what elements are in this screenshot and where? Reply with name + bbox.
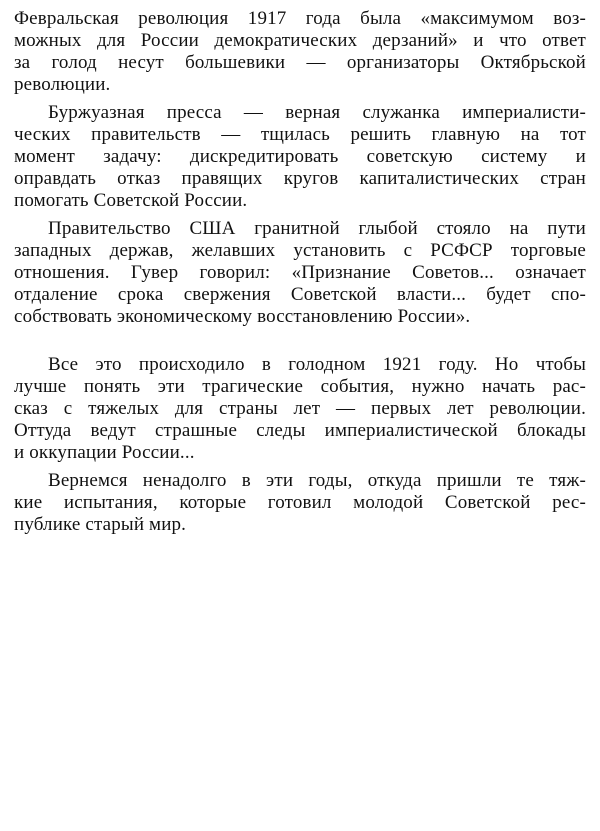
text-line: отдаление срока свержения Советской власти... будет спо- [14, 284, 586, 305]
text-line: помогать Советской России. [14, 190, 248, 211]
paragraph-us-government [14, 218, 586, 328]
text-line: лучше понять эти трагические события, нужно начать рас- [14, 376, 586, 397]
text-line: момент задачу: дискредитировать советскую систему и [14, 146, 586, 167]
text-line: собствовать экономическому восстановлению России». [14, 306, 471, 327]
text-line: можных для России демократических дерзаний» и что ответ [14, 30, 586, 51]
text-line: Вернемся ненадолго в эти годы, откуда пришли те тяж- [48, 470, 586, 491]
text-line: кие испытания, которые готовил молодой Советской рес- [14, 492, 586, 513]
text-line: западных держав, желавших установить с РСФСР торговые [14, 240, 586, 261]
section-spacer [14, 328, 586, 354]
text-line: Все это происходило в голодном 1921 году. Но чтобы [48, 354, 586, 375]
paragraph-return-to-years [14, 470, 586, 536]
text-line: оправдать отказ правящих кругов капиталистических стран [14, 168, 586, 189]
text-line: Оттуда ведут страшные следы империалистической блокады [14, 420, 586, 441]
text-line: и оккупации России... [14, 442, 195, 463]
body-text [14, 8, 586, 536]
text-line: Правительство США гранитной глыбой стояло на пути [48, 218, 586, 239]
paragraph-famine-1921 [14, 354, 586, 464]
paragraph-bourgeois-press [14, 102, 586, 212]
text-line: Февральская революция 1917 года была «максимумом воз- [14, 8, 586, 29]
text-line: Буржуазная пресса — верная служанка империалисти- [48, 102, 586, 123]
text-line: за голод несут большевики — организаторы Октябрьской [14, 52, 586, 73]
text-line: публике старый мир. [14, 514, 187, 535]
paragraph-february-revolution [14, 8, 586, 96]
text-line: ческих правительств — тщилась решить главную на тот [14, 124, 586, 145]
text-line: отношения. Гувер говорил: «Признание Советов... означает [14, 262, 586, 283]
text-line: революции. [14, 74, 111, 95]
text-line: сказ с тяжелых для страны лет — первых лет революции. [14, 398, 586, 419]
